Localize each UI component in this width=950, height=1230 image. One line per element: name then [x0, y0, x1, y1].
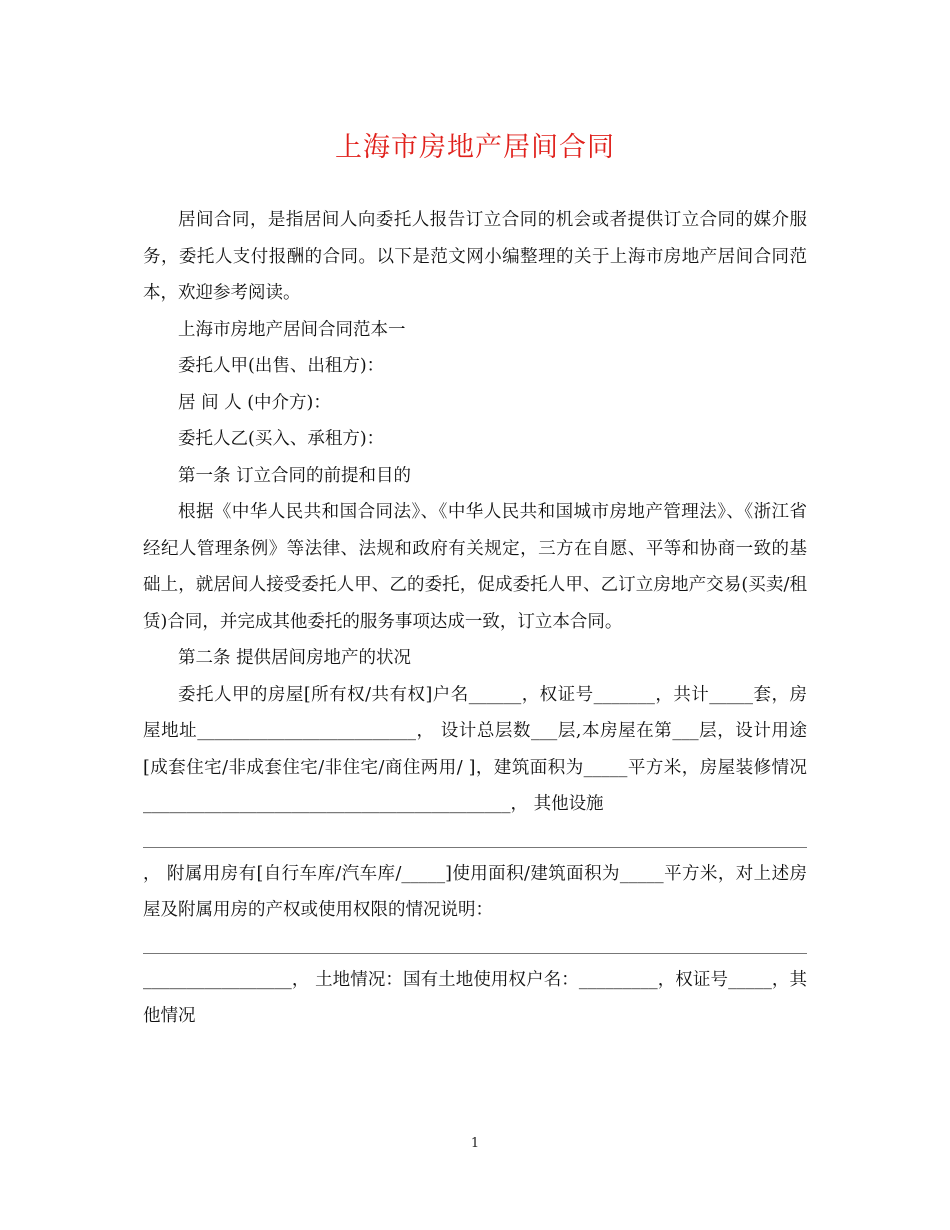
article2-heading: 第二条 提供居间房地产的状况 [178, 648, 412, 668]
document-title: 上海市房地产居间合同 [335, 132, 615, 163]
party-a-line: 委托人甲(出售、出租方)： [178, 356, 385, 376]
annex-text: ， 附属用房有[自行车库/汽车库/_____]使用面积/建筑面积为_____平方米，对上述房屋及附属用房的产权或使用权限的情况说明： [143, 863, 807, 920]
intermediary-line: 居 间 人 (中介方)： [178, 392, 331, 413]
page-number: 1 [470, 1136, 480, 1151]
sample-heading: 上海市房地产居间合同范本一 [178, 319, 406, 340]
blank-line-rights [143, 953, 807, 954]
land-text: _________________， 土地情况：国有土地使用权户名：_________，权证号_____，其他情况 [143, 969, 807, 1026]
document-body [143, 202, 807, 1035]
article2-text: 委托人甲的房屋[所有权/共有权]户名______，权证号_______，共计_____套，房屋地址_________________________， 设计总层数___层,本房屋在第___层，设计用途[成套住宅/非成套住宅/非住宅/商住两用/ ]，建筑面积为_____平方米，房屋装修情况__________________________________________， 其他设施 [143, 684, 807, 814]
article1-heading: 第一条 订立合同的前提和目的 [178, 465, 412, 486]
party-b-line: 委托人乙(买入、承租方)： [178, 429, 385, 449]
article1-text: 根据《中华人民共和国合同法》、《中华人民共和国城市房地产管理法》、《浙江省经纪人管理条例》等法律、法规和政府有关规定，三方在自愿、平等和协商一致的基础上，就居间人接受委托人甲、乙的委托，促成委托人甲、乙订立房地产交易(买卖/租赁)合同，并完成其他委托的服务事项达成一致，订立本合同。 [143, 502, 807, 632]
intro-paragraph: 居间合同，是指居间人向委托人报告订立合同的机会或者提供订立合同的媒介服务，委托人支付报酬的合同。以下是范文网小编整理的关于上海市房地产居间合同范本，欢迎参考阅读。 [143, 210, 807, 303]
blank-line-facilities [143, 847, 807, 848]
